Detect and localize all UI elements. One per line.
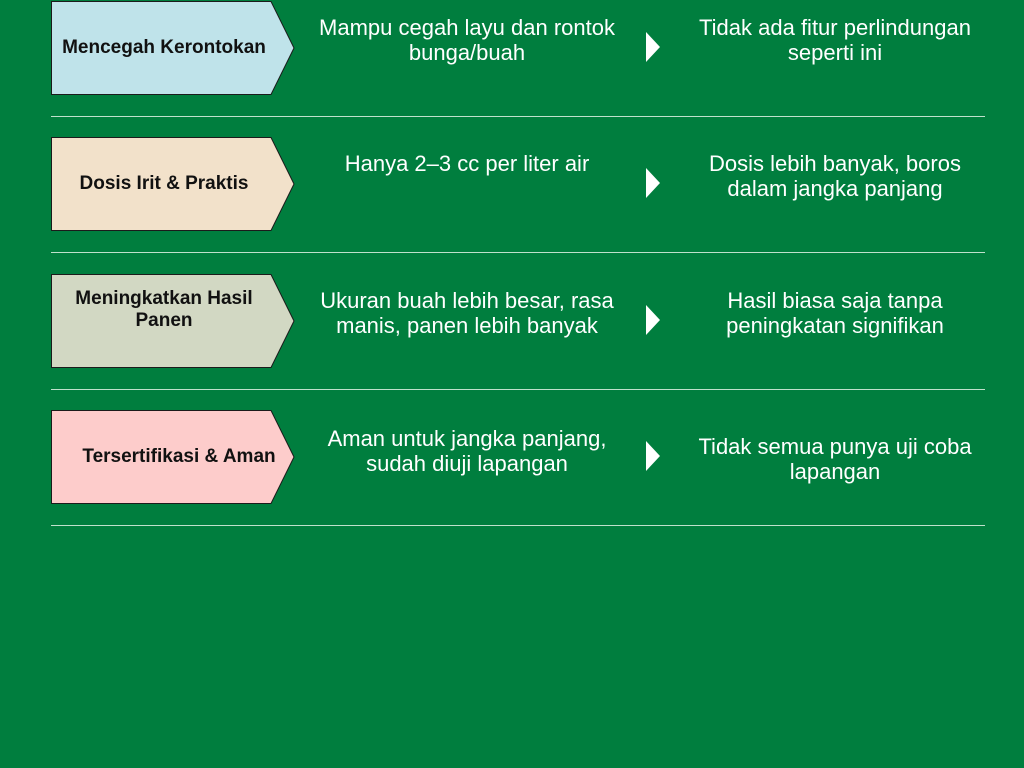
comparison-text: Hasil biasa saja tanpa peningkatan signifikan — [726, 288, 944, 338]
benefit-text: Ukuran buah lebih besar, rasa manis, panen lebih banyak — [320, 288, 614, 338]
caret-right-icon — [646, 441, 662, 471]
benefit-text: Hanya 2–3 cc per liter air — [344, 151, 590, 176]
comparison-row-4 — [0, 410, 1024, 546]
row-divider — [51, 389, 985, 390]
feature-label: Dosis Irit & Praktis — [79, 173, 249, 194]
feature-tag — [51, 137, 295, 231]
row-divider — [51, 252, 985, 253]
feature-tag — [51, 410, 295, 504]
comparison-text: Dosis lebih banyak, boros dalam jangka panjang — [709, 151, 961, 201]
comparison-row-2 — [0, 137, 1024, 273]
feature-label: Meningkatkan Hasil Panen — [75, 288, 253, 331]
row-divider — [51, 525, 985, 526]
comparison-row-3 — [0, 274, 1024, 410]
feature-tag — [51, 274, 295, 368]
caret-right-icon — [646, 32, 662, 62]
comparison-text: Tidak semua punya uji coba lapangan — [698, 434, 972, 484]
comparison-row-1 — [0, 1, 1024, 137]
benefit-text: Mampu cegah layu dan rontok bunga/buah — [319, 15, 615, 65]
row-divider — [51, 116, 985, 117]
comparison-text: Tidak ada fitur perlindungan seperti ini — [699, 15, 971, 65]
benefit-text: Aman untuk jangka panjang, sudah diuji lapangan — [327, 426, 607, 476]
caret-right-icon — [646, 305, 662, 335]
feature-label: Tersertifikasi & Aman — [82, 446, 276, 467]
caret-right-icon — [646, 168, 662, 198]
feature-tag — [51, 1, 295, 95]
feature-label: Mencegah Kerontokan — [62, 37, 266, 58]
